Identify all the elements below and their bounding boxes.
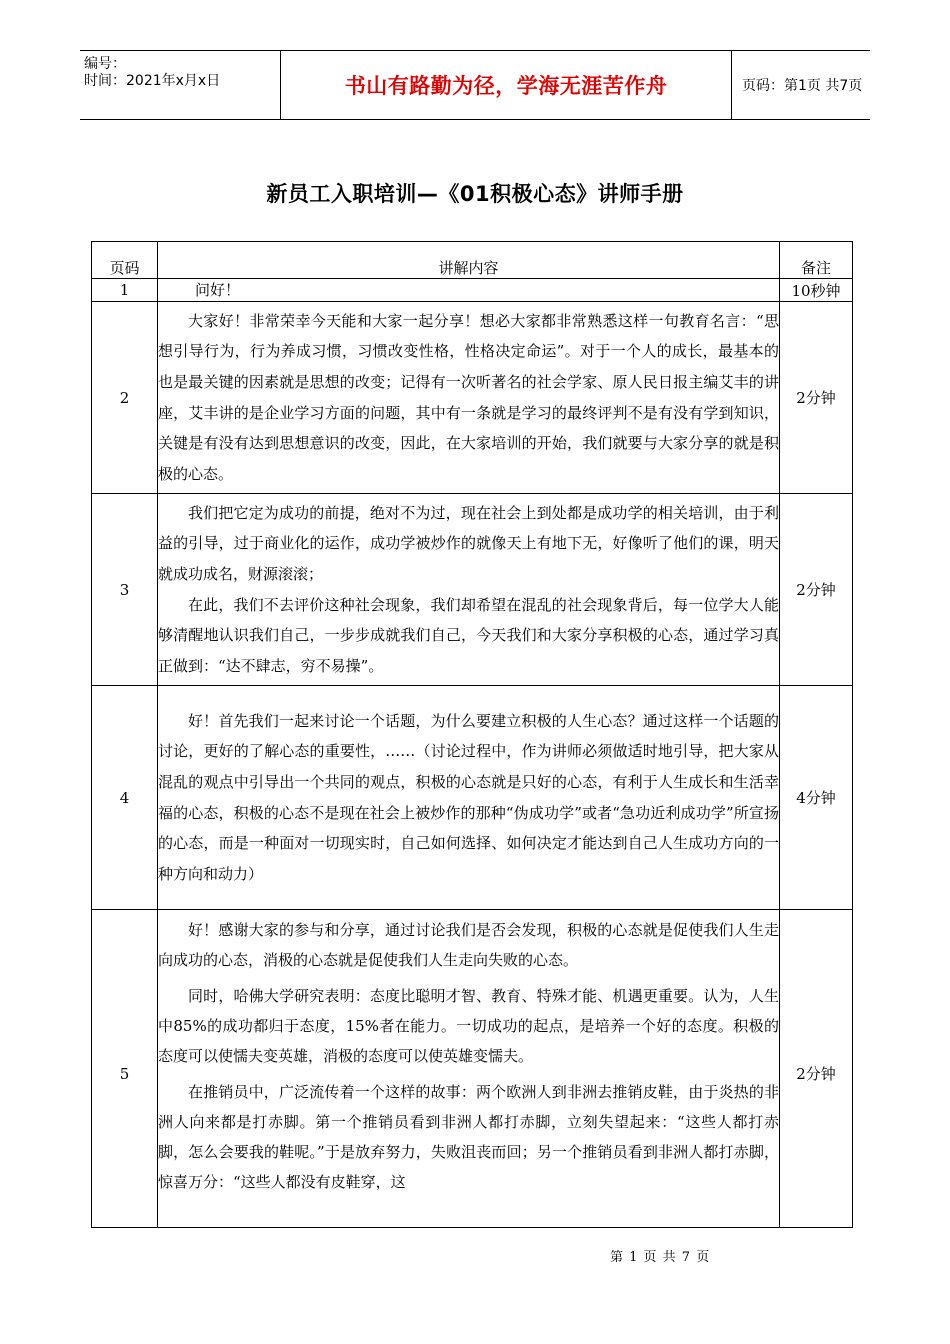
table-header-row	[92, 242, 853, 279]
table-row	[92, 910, 853, 1228]
table-row	[92, 494, 853, 686]
content-paragraph: 同时，哈佛大学研究表明：态度比聪明才智、教育、特殊才能、机遇更重要。认为，人生中85%的成功都归于态度，15%者在能力。一切成功的起点，是培养一个好的态度。积极的态度可以使懦夫变英雄，消极的态度可以使英雄变懦夫。	[158, 987, 779, 1065]
row-note: 2分钟	[780, 302, 853, 494]
table-row	[92, 686, 853, 910]
content-paragraph: 问好！	[195, 281, 241, 299]
content-paragraph: 好！首先我们一起来讨论一个话题，为什么要建立积极的人生心态？通过这样一个话题的讨论，更好的了解心态的重要性，……（讨论过程中，作为讲师必须做适时地引导，把大家从混乱的观点中引导出一个共同的观点，积极的心态就是只好的心态，有利于人生成长和生活幸福的心态，积极的心态不是现在社会上被炒作的那种“伪成功学”或者“急功近利成功学”所宣扬的心态，而是一种面对一切现实时，自己如何选择、如何决定才能达到自己人生成功方向的一种方向和动力）	[158, 711, 779, 883]
row-page: 2	[92, 302, 158, 494]
row-page: 4	[92, 686, 158, 910]
header-motto: 书山有路勤为径，学海无涯苦作舟	[280, 51, 732, 119]
number-label: 编号：	[84, 56, 126, 72]
row-note: 10秒钟	[780, 279, 853, 302]
row-page: 5	[92, 910, 158, 1228]
date-label: 时间：2021年x月x日	[84, 73, 221, 89]
content-paragraph: 在推销员中，广泛流传着一个这样的故事：两个欧洲人到非洲去推销皮鞋，由于炎热的非洲人向来都是打赤脚。第一个推销员看到非洲人都打赤脚，立刻失望起来：“这些人都打赤脚，怎么会要我的鞋呢。”于是放弃努力，失败沮丧而回；另一个推销员看到非洲人都打赤脚，惊喜万分：“这些人都没有皮鞋穿，这	[158, 1083, 779, 1191]
table-row	[92, 279, 853, 302]
content-paragraph: 好！感谢大家的参与和分享，通过讨论我们是否会发现，积极的心态就是促使我们人生走向成功的心态，消极的心态就是促使我们人生走向失败的心态。	[158, 921, 779, 969]
table-row	[92, 302, 853, 494]
row-note: 4分钟	[780, 686, 853, 910]
row-content	[158, 910, 780, 1228]
document-title: 新员工入职培训—《01积极心态》讲师手册	[266, 182, 684, 206]
row-page: 1	[92, 279, 158, 302]
row-content	[158, 494, 780, 686]
lecture-table	[91, 241, 853, 1228]
content-paragraph: 我们把它定为成功的前提，绝对不为过，现在社会上到处都是成功学的相关培训，由于利益的引导，过于商业化的运作，成功学被炒作的就像天上有地下无，好像听了他们的课，明天就成功成名，财源滚滚；	[158, 503, 779, 583]
header-page-info: 页码：第1页 共7页	[742, 78, 863, 94]
row-content	[158, 302, 780, 494]
content-paragraph: 在此，我们不去评价这种社会现象，我们却希望在混乱的社会现象背后，每一位学大人能够清醒地认识我们自己，一步步成就我们自己，今天我们和大家分享积极的心态，通过学习真正做到：“达不肆志，穷不易操”。	[158, 595, 779, 675]
content-paragraph: 大家好！非常荣幸今天能和大家一起分享！想必大家都非常熟悉这样一句教育名言：“思想引导行为，行为养成习惯，习惯改变性格，性格决定命运”。对于一个人的成长，最基本的也是最关键的因素就是思想的改变；记得有一次听著名的社会学家、原人民日报主编艾丰的讲座，艾丰讲的是企业学习方面的问题，其中有一条就是学习的最终评判不是有没有学到知识，关键是有没有达到思想意识的改变，因此，在大家培训的开始，我们就要与大家分享的就是积极的心态。	[158, 311, 779, 483]
row-content	[158, 279, 780, 302]
row-note: 2分钟	[780, 910, 853, 1228]
header-meta	[80, 51, 280, 119]
page-footer: 第 1 页 共 7 页	[610, 1250, 711, 1265]
document-header	[80, 50, 870, 120]
header-page: 页码	[92, 242, 158, 279]
header-content: 讲解内容	[158, 242, 780, 279]
content-clip	[158, 915, 779, 1227]
row-content	[158, 686, 780, 910]
row-page: 3	[92, 494, 158, 686]
row-note: 2分钟	[780, 494, 853, 686]
header-note: 备注	[780, 242, 853, 279]
